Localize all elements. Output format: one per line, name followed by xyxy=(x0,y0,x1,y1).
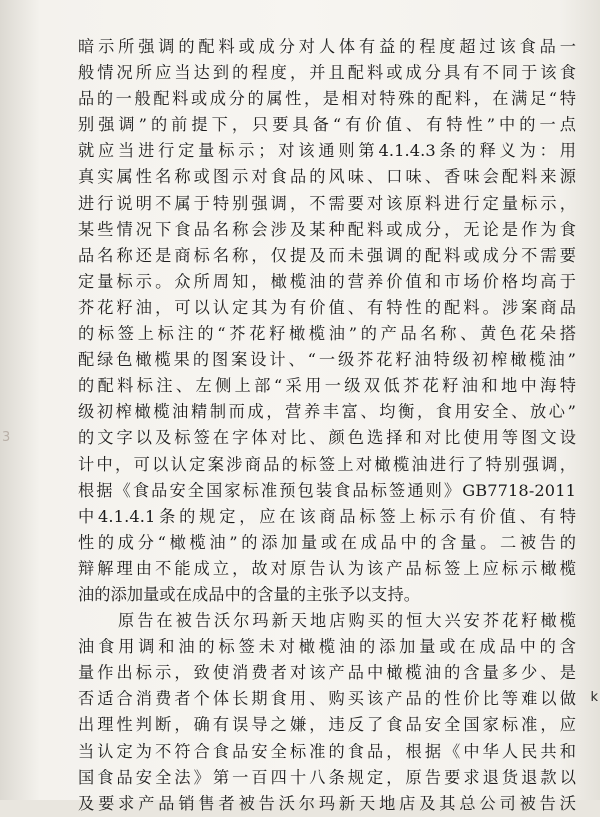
text-line: 的文字以及标签在字体对比、颜色选择和对比使用等图文设 xyxy=(78,428,576,448)
text-line: 及要求产品销售者被告沃尔玛新天地店及其总公司被告沃 xyxy=(78,793,576,813)
text-line: 油食用调和油的标签未对橄榄油的添加量或在成品中的含 xyxy=(78,637,576,657)
text-line: 别强调”的前提下，只要具备“有价值、有特性”中的一点 xyxy=(78,115,576,135)
right-margin-mark: k xyxy=(590,690,598,705)
text-line: 配绿色橄榄果的图案设计、“一级芥花籽油特级初榨橄榄油” xyxy=(78,350,576,370)
text-line: 出理性判断，确有误导之嫌，违反了食品安全国家标准，应 xyxy=(78,715,576,735)
text-line: 品的一般配料或成分的属性，是相对特殊的配料，在满足“特 xyxy=(78,89,576,109)
text-line: 根据《食品安全国家标准预包装食品标签通则》GB7718-2011 xyxy=(78,480,576,500)
text-line: 油的添加量或在成品中的含量的主张予以支持。 xyxy=(78,584,421,604)
text-line: 定量标示。众所周知，橄榄油的营养价值和市场价格均高于 xyxy=(78,271,576,291)
text-line: 性的成分“橄榄油”的添加量或在成品中的含量。二被告的 xyxy=(78,532,576,552)
text-line: 国食品安全法》第一百四十八条规定，原告要求退货退款以 xyxy=(78,767,576,787)
text-line: 芥花籽油，可以认定其为有价值、有特性的配料。涉案商品 xyxy=(78,297,576,317)
text-line: 进行说明不属于特别强调，不需要对该原料进行定量标示， xyxy=(78,193,576,213)
text-line: 计中，可以认定案涉商品的标签上对橄榄油进行了特别强调， xyxy=(78,454,576,474)
text-line: 真实属性名称或图示对食品的风味、口味、香味会配料来源 xyxy=(78,167,576,187)
document-body xyxy=(78,34,576,817)
text-line: 级初榨橄榄油精制而成，营养丰富、均衡，食用安全、放心” xyxy=(78,402,576,422)
text-line: 原告在被告沃尔玛新天地店购买的恒大兴安芥花籽橄榄 xyxy=(118,611,576,631)
text-line: 般情况所应当达到的程度，并且配料或成分具有不同于该食 xyxy=(78,63,576,83)
text-line: 的配料标注、左侧上部“采用一级双低芥花籽油和地中海特 xyxy=(78,376,576,396)
text-line: 就应当进行定量标示；对该通则第4.1.4.3条的释义为：用 xyxy=(78,141,576,161)
text-line: 的标签上标注的“芥花籽橄榄油”的产品名称、黄色花朵搭 xyxy=(78,324,576,344)
text-line: 品名称还是商标名称，仅提及而未强调的配料或成分不需要 xyxy=(78,245,576,265)
text-line: 暗示所强调的配料或成分对人体有益的程度超过该食品一 xyxy=(78,37,576,56)
text-line: 量作出标示，致使消费者对该产品中橄榄油的含量多少、是 xyxy=(78,663,576,683)
text-line: 某些情况下食品名称会涉及某种配料或成分，无论是作为食 xyxy=(78,219,576,239)
text-line: 当认定为不符合食品安全标准的食品，根据《中华人民共和 xyxy=(78,741,576,761)
text-line: 辩解理由不能成立，故对原告认为该产品标签上应标示橄榄 xyxy=(78,558,576,578)
text-line: 中4.1.4.1条的规定，应在该商品标签上标示有价值、有特 xyxy=(78,506,576,526)
left-margin-mark: 3 xyxy=(2,430,11,445)
text-line: 否适合消费者个体长期食用、购买该产品的性价比等难以做 xyxy=(78,689,576,709)
